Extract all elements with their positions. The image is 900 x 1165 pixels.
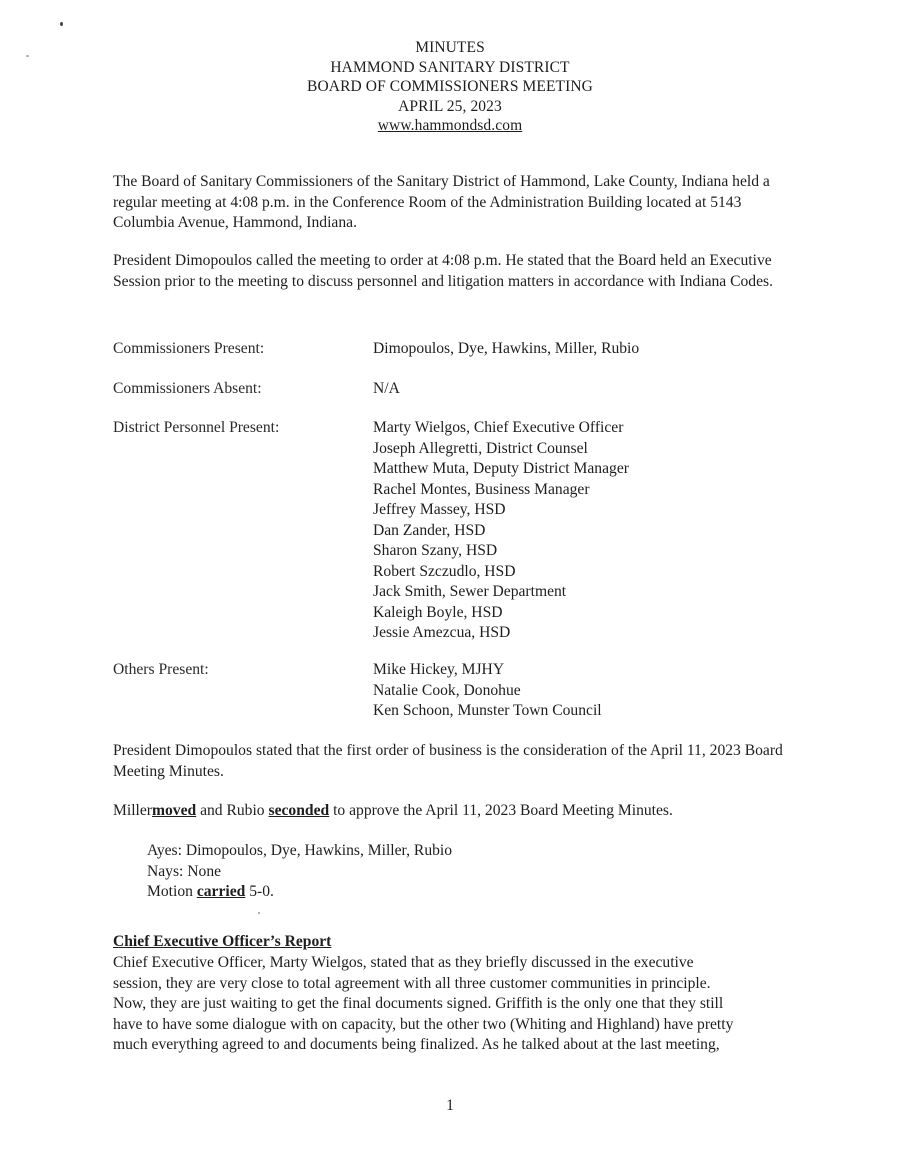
header-organization: HAMMOND SANITARY DISTRICT xyxy=(330,58,570,76)
personnel-item: Matthew Muta, Deputy District Manager xyxy=(373,460,629,477)
ceo-report-body xyxy=(113,953,833,1056)
personnel-item: Marty Wielgos, Chief Executive Officer xyxy=(373,419,624,436)
vote-nays: Nays: None xyxy=(147,862,222,880)
ceo-report-line: have to have some dialogue with on capacity, but the other two (Whiting and Highland) have pretty xyxy=(113,1015,734,1033)
header-website-link[interactable]: www.hammondsd.com xyxy=(377,117,523,134)
page-number: 1 xyxy=(446,1097,454,1114)
motion-rest-text: to approve the April 11, 2023 Board Meeting Minutes. xyxy=(329,802,673,819)
personnel-item: Robert Szczudlo, HSD xyxy=(373,562,516,580)
ceo-report-line: Now, they are just waiting to get the final documents signed. Griffith is the only one that they still xyxy=(113,995,724,1012)
district-personnel-label: District Personnel Present: xyxy=(113,419,280,436)
district-personnel-list xyxy=(373,418,629,644)
others-present-label: Others Present: xyxy=(113,661,209,678)
commissioners-present-value: Dimopoulos, Dye, Hawkins, Miller, Rubio xyxy=(373,340,640,357)
vote-result-prefix: Motion xyxy=(147,883,197,900)
commissioners-absent-label: Commissioners Absent: xyxy=(113,380,262,397)
personnel-item: Sharon Szany, HSD xyxy=(373,542,498,559)
first-order-paragraph: President Dimopoulos stated that the first order of business is the consideration of the April 11, 2023 Board Meeting Minutes. xyxy=(113,742,783,780)
scan-speck xyxy=(60,22,63,26)
motion-seconded-word: seconded xyxy=(268,802,330,819)
others-present-list xyxy=(373,660,602,722)
motion-and-text: and Rubio xyxy=(196,802,269,819)
other-attendee-item: Mike Hickey, MJHY xyxy=(373,661,505,678)
personnel-item: Jack Smith, Sewer Department xyxy=(373,583,567,600)
personnel-item: Kaleigh Boyle, HSD xyxy=(373,603,503,621)
vote-block xyxy=(147,841,452,903)
personnel-item: Dan Zander, HSD xyxy=(373,521,486,539)
header-title: MINUTES xyxy=(415,39,485,56)
personnel-item: Rachel Montes, Business Manager xyxy=(373,480,590,498)
ceo-report-heading: Chief Executive Officer’s Report xyxy=(113,933,332,950)
vote-result-suffix: 5-0. xyxy=(245,883,274,900)
commissioners-present-label: Commissioners Present: xyxy=(113,340,265,357)
motion-moved-word: moved xyxy=(151,802,197,819)
ceo-report-line: session, they are very close to total agreement with all three customer communities in principle. xyxy=(113,974,711,992)
other-attendee-item: Natalie Cook, Donohue xyxy=(373,681,521,699)
motion-mover: Miller xyxy=(113,802,152,819)
personnel-item: Jessie Amezcua, HSD xyxy=(373,624,511,641)
personnel-item: Joseph Allegretti, District Counsel xyxy=(373,439,588,457)
header-date: APRIL 25, 2023 xyxy=(398,97,502,115)
ceo-report-line: Chief Executive Officer, Marty Wielgos, stated that as they briefly discussed in the executive xyxy=(113,954,694,971)
header-meeting: BOARD OF COMMISSIONERS MEETING xyxy=(307,78,593,95)
commissioners-absent-value: N/A xyxy=(373,380,400,397)
intro-paragraph: The Board of Sanitary Commissioners of the Sanitary District of Hammond, Lake County, Indiana held a regular meeting at 4:08 p.m. in the Conference Room of the Administration Building located at 5143 Columbia Avenue, Hammond, Indiana. xyxy=(113,173,770,231)
motion-paragraph xyxy=(113,801,803,822)
other-attendee-item: Ken Schoon, Munster Town Council xyxy=(373,702,602,719)
document-header xyxy=(0,38,900,136)
vote-result xyxy=(147,882,452,903)
vote-result-word: carried xyxy=(196,883,246,900)
personnel-item: Jeffrey Massey, HSD xyxy=(373,501,506,518)
ceo-report-line: much everything agreed to and documents being finalized. As he talked about at the last meeting, xyxy=(113,1036,720,1053)
vote-ayes: Ayes: Dimopoulos, Dye, Hawkins, Miller, Rubio xyxy=(147,842,453,859)
scan-speck xyxy=(258,912,260,914)
call-to-order-paragraph: President Dimopoulos called the meeting to order at 4:08 p.m. He stated that the Board held an Executive Session prior to the meeting to discuss personnel and litigation matters in accordance with Indiana Codes. xyxy=(113,252,773,290)
